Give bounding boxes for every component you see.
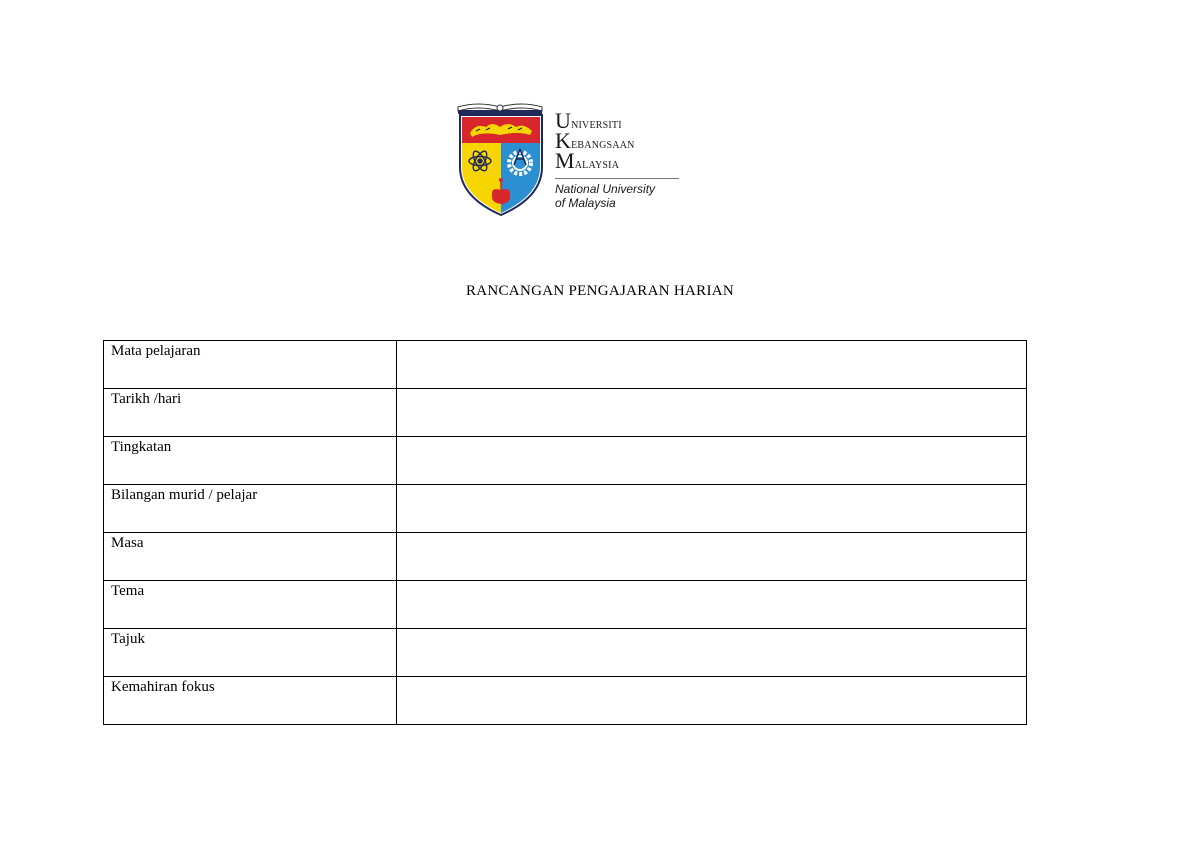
table-row	[104, 485, 1027, 533]
row-value-field[interactable]	[397, 485, 1027, 533]
table-row	[104, 389, 1027, 437]
table-row	[104, 533, 1027, 581]
row-label: Tarikh /hari	[104, 389, 397, 437]
table-row	[104, 341, 1027, 389]
university-crest-icon	[456, 99, 546, 221]
logo-line-kebangsaan: Kebangsaan	[555, 128, 635, 153]
row-value-field[interactable]	[397, 533, 1027, 581]
row-value-field[interactable]	[397, 341, 1027, 389]
logo-subtitle-line1: National University	[555, 182, 656, 196]
table-row	[104, 677, 1027, 725]
logo-subtitle-line2: of Malaysia	[555, 196, 616, 210]
row-label: Mata pelajaran	[104, 341, 397, 389]
row-label: Bilangan murid / pelajar	[104, 485, 397, 533]
logo-line-malaysia: Malaysia	[555, 148, 620, 173]
document-title: RANCANGAN PENGAJARAN HARIAN	[465, 283, 735, 299]
row-value-field[interactable]	[397, 437, 1027, 485]
table-row	[104, 629, 1027, 677]
row-label: Tingkatan	[104, 437, 397, 485]
row-label: Kemahiran fokus	[104, 677, 397, 725]
row-label: Tema	[104, 581, 397, 629]
row-value-field[interactable]	[397, 389, 1027, 437]
row-value-field[interactable]	[397, 677, 1027, 725]
logo-line-universiti: Universiti	[555, 108, 622, 133]
lesson-plan-table	[103, 340, 1027, 725]
university-logo	[456, 99, 684, 221]
row-label: Masa	[104, 533, 397, 581]
logo-divider	[555, 178, 679, 179]
row-label: Tajuk	[104, 629, 397, 677]
table-row	[104, 437, 1027, 485]
university-name	[555, 108, 683, 210]
table-row	[104, 581, 1027, 629]
row-value-field[interactable]	[397, 581, 1027, 629]
row-value-field[interactable]	[397, 629, 1027, 677]
